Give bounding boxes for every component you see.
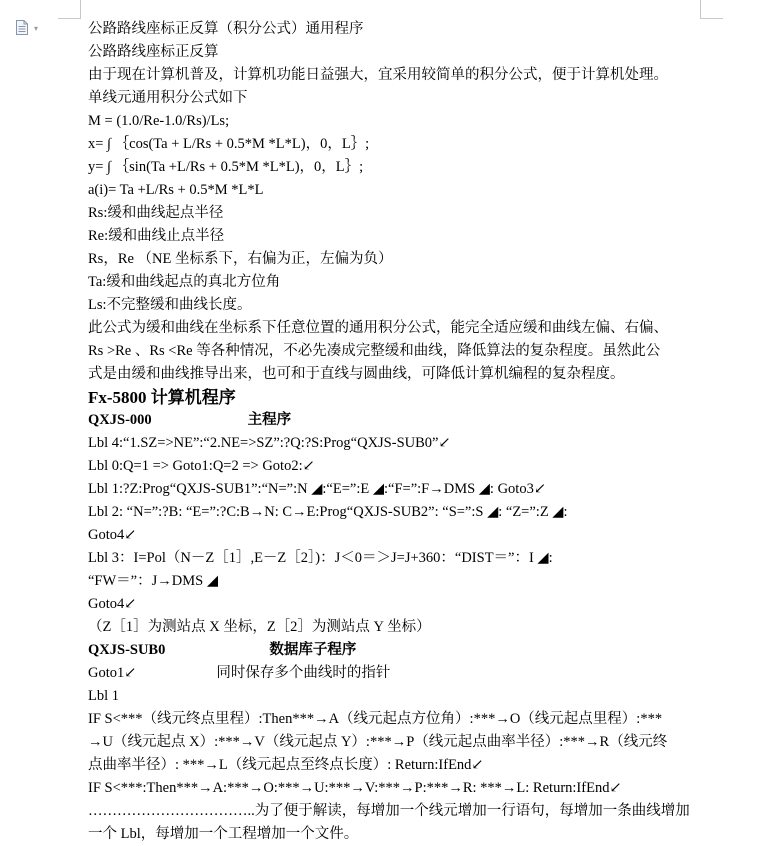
code-line: Lbl 3：I=Pol（N－Z［1］,E－Z［2］)：J＜0＝＞J=J+360：“DIST＝”：I ◢: [88,550,553,566]
code-line: Lbl 1:?Z:Prog“QXJS-SUB1”:“N=”:N ◢:“E=”:E ◢:“F=”:F→DMS ◢: Goto3↙ [88,481,546,497]
subtitle: 公路路线座标正反算 [88,44,219,60]
definition-re: Re:缓和曲线止点半径 [88,228,225,244]
closing-note: ……………………………..为了便于解读，每增加一个线元增加一行语句，每增加一条曲线增加 [88,803,690,819]
program-name: QXJS-SUB0 [88,642,166,658]
formula-a: a(i)= Ta +L/Rs + 0.5*M *L*L [88,182,264,198]
doc-title: 公路路线座标正反算（积分公式）通用程序 [88,21,364,37]
code-line: Lbl 1 [88,688,120,704]
code-line: Lbl 0:Q=1 => Goto1:Q=2 => Goto2:↙ [88,458,315,474]
code-line [88,662,710,685]
sub-program-header [88,639,710,662]
code-line: IF S<***:Then***→A:***→O:***→U:***→V:***→P:***→R: ***→L: Return:IfEnd↙ [88,780,622,796]
code-line: Lbl 4:“1.SZ=>NE”:“2.NE=>SZ”:?Q:?S:Prog“QXJS-SUB0”↙ [88,435,451,451]
margin-mark-left [58,0,81,19]
code-line: IF S<***（线元终点里程）:Then***→A（线元起点方位角）:***→O（线元起点里程）:*** [88,711,663,727]
intro-paragraph: 由于现在计算机普及，计算机功能日益强大，宜采用较简单的积分公式，便于计算机处理。 [88,67,668,83]
program-name: QXJS-000 [88,412,152,428]
formula-x: x= ∫ ｛cos(Ta + L/Rs + 0.5*M *L*L)，0，L｝; [88,136,370,152]
description-line: 此公式为缓和曲线在坐标系下任意位置的通用积分公式，能完全适应缓和曲线左偏、右偏、 [88,320,668,336]
definition-sign: Rs，Re （NE 坐标系下，右偏为正，左偏为负） [88,251,393,267]
code-line: Goto4↙ [88,596,137,612]
definition-rs: Rs:缓和曲线起点半径 [88,205,224,221]
margin-mark-right [700,0,723,19]
description-line: 式是由缓和曲线推导出来，也可和于直线与圆曲线，可降低计算机编程的复杂程度。 [88,366,625,382]
program-label: 主程序 [247,412,292,428]
definition-ta: Ta:缓和曲线起点的真北方位角 [88,274,281,290]
formula-m: M = (1.0/Re-1.0/Rs)/Ls; [88,113,230,129]
code-line: 点曲率半径）: ***→L（线元起点至终点长度）: Return:IfEnd↙ [88,757,484,773]
description-line: Rs >Re 、Rs <Re 等各种情况，不必先凑成完整缓和曲线，降低算法的复杂程度。虽然此公 [88,343,661,359]
code-line: “FW＝”：J→DMS ◢ [88,573,218,589]
code-line: Goto4↙ [88,527,137,543]
document-icon[interactable] [16,20,28,35]
code-comment: 同时保存多个曲线时的指针 [216,665,391,681]
code-line: →U（线元起点 X）:***→V（线元起点 Y）:***→P（线元起点曲率半径）:***→R（线元终 [88,734,668,750]
formula-heading: 单线元通用积分公式如下 [88,90,248,106]
code-text: Goto1↙ [88,665,137,681]
formula-y: y= ∫ ｛sin(Ta +L/Rs + 0.5*M *L*L)，0，L｝; [88,159,364,175]
code-line: Lbl 2: “N=”:?B: “E=”:?C:B→N: C→E:Prog“QXJS-SUB2”: “S=”:S ◢: “Z=”:Z ◢: [88,504,568,520]
program-label: 数据库子程序 [269,642,357,658]
definition-ls: Ls:不完整缓和曲线长度。 [88,297,252,313]
code-note: （Z［1］为测站点 X 坐标，Z［2］为测站点 Y 坐标） [88,619,431,635]
closing-note: 一个 Lbl，每增加一个工程增加一个文件。 [88,826,359,842]
program-heading: Fx-5800 计算机程序 [88,388,236,407]
main-program-header [88,409,710,432]
chevron-down-icon[interactable]: ▾ [34,24,39,33]
document-body [88,18,710,846]
